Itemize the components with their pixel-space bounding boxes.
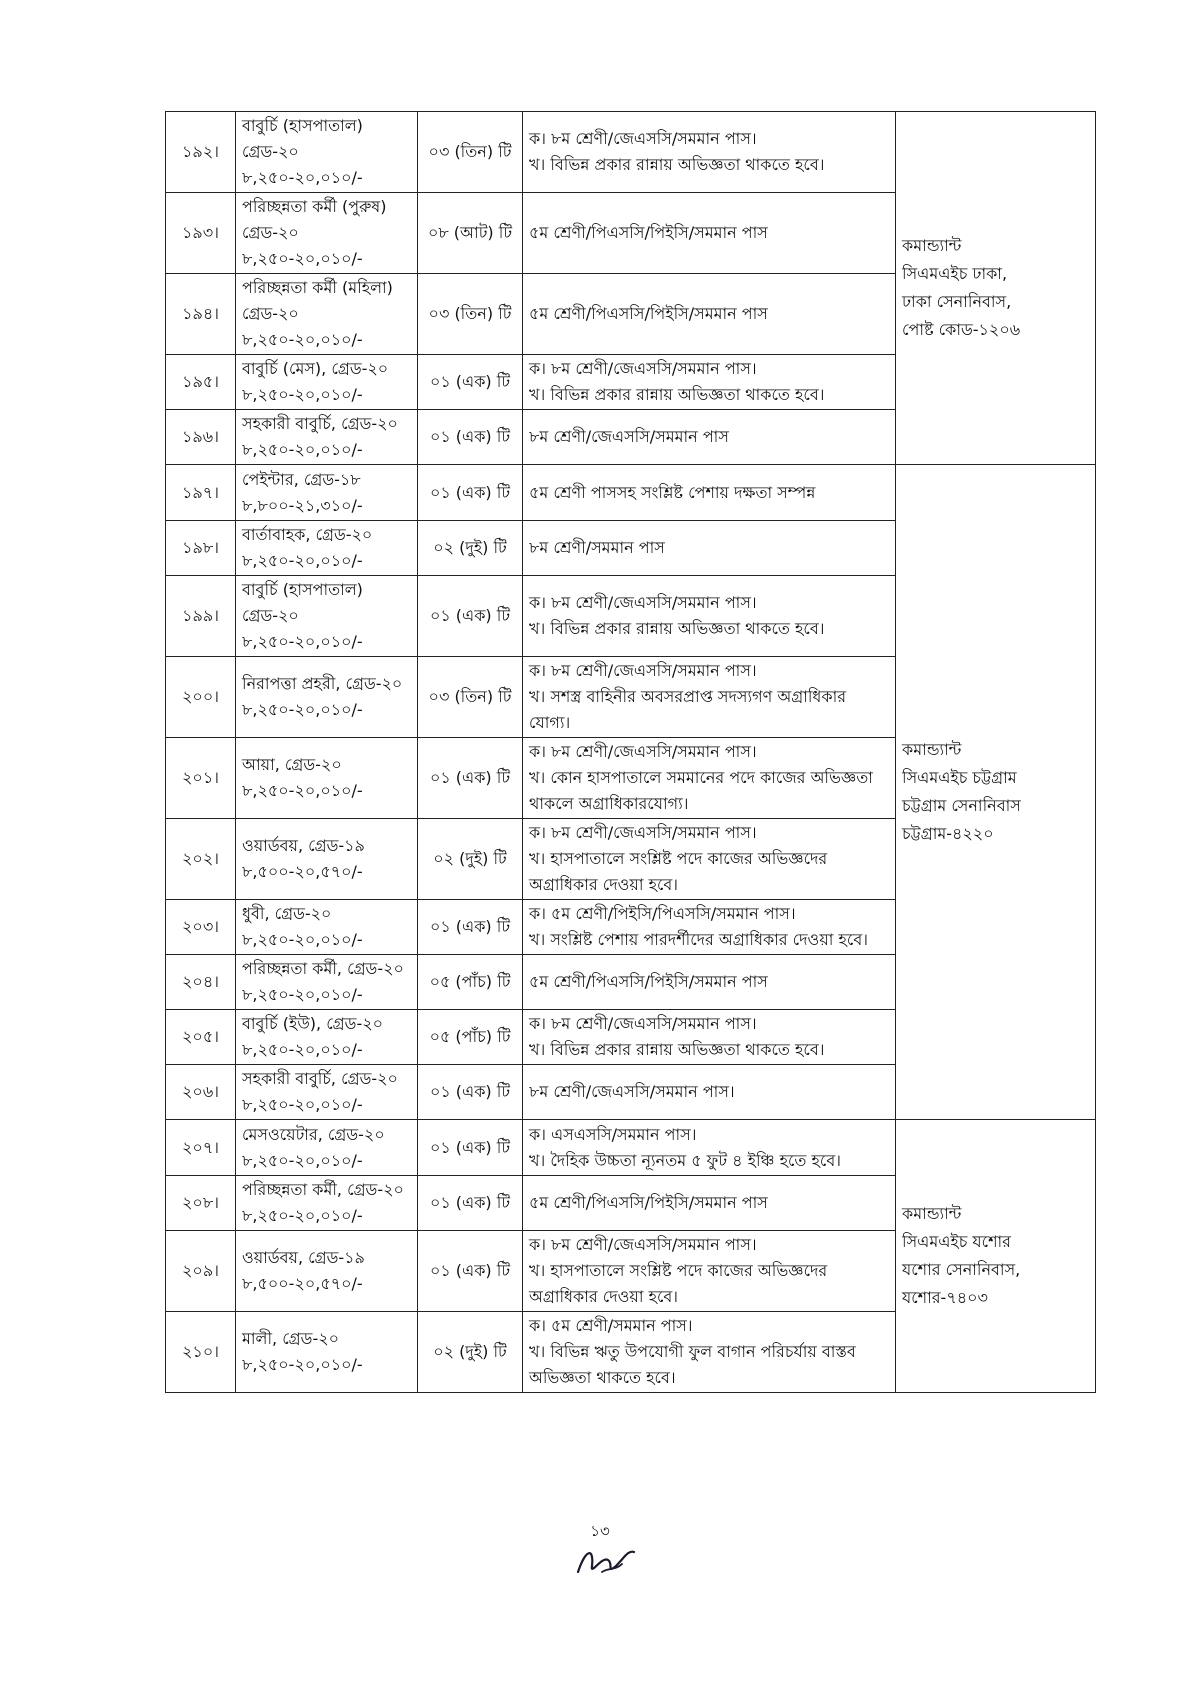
post-line: ৮,২৫০-২০,০১০/- bbox=[242, 249, 363, 268]
qualification-line: ৫ম শ্রেণী/পিএসসি/পিইসি/সমমান পাস bbox=[529, 1193, 768, 1212]
qualification-cell bbox=[523, 1312, 896, 1393]
qualification-line: ৫ম শ্রেণী/পিএসসি/পিইসি/সমমান পাস bbox=[529, 304, 768, 323]
post-count: ০১ (এক) টি bbox=[418, 738, 523, 819]
post-line: ৮,৫০০-২০,৫৭০/- bbox=[242, 862, 363, 881]
qualification-line: ক। ৫ম শ্রেণী/সমমান পাস। bbox=[529, 1316, 693, 1335]
qualification-line: খ। বিভিন্ন প্রকার রান্নায় অভিজ্ঞতা থাকতে হবে। bbox=[529, 1040, 825, 1059]
qualification-cell bbox=[523, 819, 896, 900]
post-count: ০১ (এক) টি bbox=[418, 355, 523, 410]
qualification-cell bbox=[523, 900, 896, 955]
post-line: পরিচ্ছন্নতা কর্মী (পুরুষ) bbox=[242, 197, 387, 216]
post-line: গ্রেড-২০ bbox=[242, 223, 299, 242]
table-row bbox=[166, 465, 1096, 521]
post-line: মেসওয়েটার, গ্রেড-২০ bbox=[242, 1124, 385, 1144]
post-count: ০৮ (আট) টি bbox=[418, 193, 523, 274]
qualification-line: ক। ৮ম শ্রেণী/জেএসসি/সমমান পাস। bbox=[529, 823, 757, 842]
qualification-line: খ। বিভিন্ন প্রকার রান্নায় অভিজ্ঞতা থাকতে হবে। bbox=[529, 619, 825, 638]
office-address-line: কমান্ড্যান্ট bbox=[902, 1204, 962, 1223]
office-address-line: কমান্ড্যান্ট bbox=[902, 236, 962, 255]
qualification-line: খ। বিভিন্ন প্রকার রান্নায় অভিজ্ঞতা থাকতে হবে। bbox=[529, 155, 825, 174]
qualification-line: ৫ম শ্রেণী পাসসহ সংশ্লিষ্ট পেশায় দক্ষতা সম্পন্ন bbox=[529, 482, 816, 502]
post-line: নিরাপত্তা প্রহরী, গ্রেড-২০ bbox=[242, 674, 403, 693]
qualification-cell bbox=[523, 1010, 896, 1065]
qualification-cell bbox=[523, 112, 896, 193]
serial-number: ২১০। bbox=[166, 1312, 236, 1393]
qualification-line: ক। ৮ম শ্রেণী/জেএসসি/সমমান পাস। bbox=[529, 1014, 757, 1033]
post-line: পরিচ্ছন্নতা কর্মী (মহিলা) bbox=[242, 278, 393, 297]
qualification-line: খ। কোন হাসপাতালে সমমানের পদে কাজের অভিজ্ঞতা থাকলে অগ্রাধিকারযোগ্য। bbox=[529, 768, 873, 813]
office-address-cell bbox=[896, 1120, 1096, 1393]
serial-number: ১৯২। bbox=[166, 112, 236, 193]
post-line: ধুবী, গ্রেড-২০ bbox=[242, 904, 332, 923]
qualification-cell bbox=[523, 355, 896, 410]
qualification-line: খ। সশস্ত্র বাহিনীর অবসরপ্রাপ্ত সদস্যগণ অগ্রাধিকার যোগ্য। bbox=[529, 687, 847, 732]
serial-number: ২০৪। bbox=[166, 955, 236, 1010]
qualification-cell bbox=[523, 1065, 896, 1120]
post-line: বাবুর্চি (মেস), গ্রেড-২০ bbox=[242, 359, 389, 378]
post-count: ০১ (এক) টি bbox=[418, 465, 523, 521]
serial-number: ১৯৭। bbox=[166, 465, 236, 521]
post-name-cell bbox=[236, 193, 418, 274]
post-name-cell bbox=[236, 1231, 418, 1312]
post-line: পরিচ্ছন্নতা কর্মী, গ্রেড-২০ bbox=[242, 1180, 404, 1199]
serial-number: ২০১। bbox=[166, 738, 236, 819]
office-address-line: যশোর সেনানিবাস, bbox=[902, 1260, 1021, 1279]
office-address-line: সিএমএইচ চট্টগ্রাম bbox=[902, 768, 1017, 787]
post-line: ওয়ার্ডবয়, গ্রেড-১৯ bbox=[242, 836, 365, 855]
post-line: ৮,২৫০-২০,০১০/- bbox=[242, 632, 363, 651]
serial-number: ২০৬। bbox=[166, 1065, 236, 1120]
post-name-cell bbox=[236, 465, 418, 521]
post-line: ৮,২৫০-২০,০১০/- bbox=[242, 330, 363, 349]
post-count: ০২ (দুই) টি bbox=[418, 819, 523, 900]
post-count: ০১ (এক) টি bbox=[418, 1065, 523, 1120]
serial-number: ২০৯। bbox=[166, 1231, 236, 1312]
post-name-cell bbox=[236, 819, 418, 900]
qualification-cell bbox=[523, 738, 896, 819]
qualification-cell bbox=[523, 193, 896, 274]
post-name-cell bbox=[236, 521, 418, 576]
office-address-cell bbox=[896, 112, 1096, 465]
post-count: ০২ (দুই) টি bbox=[418, 1312, 523, 1393]
qualification-cell bbox=[523, 657, 896, 738]
qualification-line: ৫ম শ্রেণী/পিএসসি/পিইসি/সমমান পাস bbox=[529, 972, 768, 991]
serial-number: ১৯৩। bbox=[166, 193, 236, 274]
serial-number: ২০২। bbox=[166, 819, 236, 900]
qualification-line: খ। বিভিন্ন প্রকার রান্নায় অভিজ্ঞতা থাকতে হবে। bbox=[529, 385, 825, 404]
qualification-line: খ। হাসপাতালে সংশ্লিষ্ট পদে কাজের অভিজ্ঞদের অগ্রাধিকার দেওয়া হবে। bbox=[529, 849, 828, 894]
post-name-cell bbox=[236, 1312, 418, 1393]
qualification-cell bbox=[523, 1120, 896, 1176]
table-row bbox=[166, 112, 1096, 193]
office-address-line: চট্টগ্রাম-৪২২০ bbox=[902, 824, 994, 843]
post-line: গ্রেড-২০ bbox=[242, 142, 299, 161]
qualification-line: ক। ৮ম শ্রেণী/জেএসসি/সমমান পাস। bbox=[529, 661, 757, 680]
qualification-line: ক। ৮ম শ্রেণী/জেএসসি/সমমান পাস। bbox=[529, 129, 757, 148]
office-address-line: যশোর-৭৪০৩ bbox=[902, 1288, 988, 1307]
post-line: ৮,৫০০-২০,৫৭০/- bbox=[242, 1274, 363, 1293]
post-count: ০৫ (পাঁচ) টি bbox=[418, 955, 523, 1010]
post-count: ০৫ (পাঁচ) টি bbox=[418, 1010, 523, 1065]
post-line: আয়া, গ্রেড-২০ bbox=[242, 755, 342, 774]
post-count: ০১ (এক) টি bbox=[418, 900, 523, 955]
post-name-cell bbox=[236, 112, 418, 193]
qualification-line: ক। ৮ম শ্রেণী/জেএসসি/সমমান পাস। bbox=[529, 359, 757, 378]
qualification-cell bbox=[523, 576, 896, 657]
serial-number: ১৯৯। bbox=[166, 576, 236, 657]
office-address-line: সিএমএইচ ঢাকা, bbox=[902, 264, 1008, 283]
serial-number: ১৯৫। bbox=[166, 355, 236, 410]
post-line: পরিচ্ছন্নতা কর্মী, গ্রেড-২০ bbox=[242, 959, 404, 978]
qualification-line: ক। এসএসসি/সমমান পাস। bbox=[529, 1124, 697, 1144]
post-count: ০২ (দুই) টি bbox=[418, 521, 523, 576]
serial-number: ১৯৪। bbox=[166, 274, 236, 355]
qualification-cell bbox=[523, 410, 896, 465]
qualification-cell bbox=[523, 521, 896, 576]
post-line: ৮,২৫০-২০,০১০/- bbox=[242, 700, 363, 719]
qualification-line: ৮ম শ্রেণী/জেএসসি/সমমান পাস। bbox=[529, 1082, 735, 1101]
post-line: ৮,২৫০-২০,০১০/- bbox=[242, 1040, 363, 1059]
post-name-cell bbox=[236, 657, 418, 738]
serial-number: ১৯৬। bbox=[166, 410, 236, 465]
serial-number: ২০৩। bbox=[166, 900, 236, 955]
qualification-line: খ। বিভিন্ন ঋতু উপযোগী ফুল বাগান পরিচর্যায় বাস্তব অভিজ্ঞতা থাকতে হবে। bbox=[529, 1342, 856, 1387]
post-name-cell bbox=[236, 410, 418, 465]
post-name-cell bbox=[236, 955, 418, 1010]
table-row bbox=[166, 1120, 1096, 1176]
serial-number: ২০৮। bbox=[166, 1176, 236, 1231]
post-name-cell bbox=[236, 1065, 418, 1120]
qualification-line: ক। ৮ম শ্রেণী/জেএসসি/সমমান পাস। bbox=[529, 742, 757, 761]
post-line: মালী, গ্রেড-২০ bbox=[242, 1329, 340, 1348]
qualification-cell bbox=[523, 1231, 896, 1312]
serial-number: ২০০। bbox=[166, 657, 236, 738]
post-count: ০৩ (তিন) টি bbox=[418, 274, 523, 355]
post-line: ৮,২৫০-২০,০১০/- bbox=[242, 551, 363, 570]
qualification-line: ৫ম শ্রেণী/পিএসসি/পিইসি/সমমান পাস bbox=[529, 223, 768, 242]
post-count: ০৩ (তিন) টি bbox=[418, 112, 523, 193]
post-line: ৮,২৫০-২০,০১০/- bbox=[242, 930, 363, 949]
post-name-cell bbox=[236, 576, 418, 657]
qualification-line: ৮ম শ্রেণী/সমমান পাস bbox=[529, 538, 665, 557]
post-line: ৮,২৫০-২০,০১০/- bbox=[242, 781, 363, 800]
post-count: ০১ (এক) টি bbox=[418, 1120, 523, 1176]
qualification-line: খ। হাসপাতালে সংশ্লিষ্ট পদে কাজের অভিজ্ঞদের অগ্রাধিকার দেওয়া হবে। bbox=[529, 1261, 828, 1306]
qualification-line: খ। সংশ্লিষ্ট পেশায় পারদর্শীদের অগ্রাধিকার দেওয়া হবে। bbox=[529, 930, 868, 949]
post-line: ৮,২৫০-২০,০১০/- bbox=[242, 1355, 363, 1374]
post-count: ০১ (এক) টি bbox=[418, 1176, 523, 1231]
post-name-cell bbox=[236, 1176, 418, 1231]
post-line: বাবুর্চি (হাসপাতাল) bbox=[242, 580, 363, 599]
post-name-cell bbox=[236, 1010, 418, 1065]
qualification-cell bbox=[523, 1176, 896, 1231]
qualification-line: ৮ম শ্রেণী/জেএসসি/সমমান পাস bbox=[529, 427, 729, 446]
office-address-line: চট্টগ্রাম সেনানিবাস bbox=[902, 796, 1021, 815]
serial-number: ২০৭। bbox=[166, 1120, 236, 1176]
post-line: গ্রেড-২০ bbox=[242, 606, 299, 625]
office-address-line: ঢাকা সেনানিবাস, bbox=[902, 292, 1012, 311]
page-number: ১৩ bbox=[590, 1522, 610, 1540]
post-line: সহকারী বাবুর্চি, গ্রেড-২০ bbox=[242, 414, 398, 433]
post-line: বার্তাবাহক, গ্রেড-২০ bbox=[242, 525, 373, 544]
post-line: ৮,২৫০-২০,০১০/- bbox=[242, 1206, 363, 1225]
post-name-cell bbox=[236, 274, 418, 355]
serial-number: ১৯৮। bbox=[166, 521, 236, 576]
post-line: ৮,২৫০-২০,০১০/- bbox=[242, 440, 363, 459]
office-address-line: কমান্ড্যান্ট bbox=[902, 740, 962, 759]
post-name-cell bbox=[236, 738, 418, 819]
serial-number: ২০৫। bbox=[166, 1010, 236, 1065]
post-line: সহকারী বাবুর্চি, গ্রেড-২০ bbox=[242, 1069, 398, 1088]
qualification-line: ক। ৮ম শ্রেণী/জেএসসি/সমমান পাস। bbox=[529, 593, 757, 612]
post-name-cell bbox=[236, 900, 418, 955]
qualification-cell bbox=[523, 955, 896, 1010]
post-line: বাবুর্চি (হাসপাতাল) bbox=[242, 116, 363, 135]
post-line: বাবুর্চি (ইউ), গ্রেড-২০ bbox=[242, 1014, 384, 1033]
office-address-cell bbox=[896, 465, 1096, 1120]
qualification-cell bbox=[523, 274, 896, 355]
qualification-line: ক। ৫ম শ্রেণী/পিইসি/পিএসসি/সমমান পাস। bbox=[529, 904, 796, 923]
post-line: ৮,২৫০-২০,০১০/- bbox=[242, 168, 363, 187]
post-line: ৮,২৫০-২০,০১০/- bbox=[242, 385, 363, 404]
qualification-cell bbox=[523, 465, 896, 521]
qualification-line: ক। ৮ম শ্রেণী/জেএসসি/সমমান পাস। bbox=[529, 1235, 757, 1254]
post-line: ৮,৮০০-২১,৩১০/- bbox=[242, 495, 363, 515]
post-line: ৮,২৫০-২০,০১০/- bbox=[242, 1150, 363, 1170]
post-count: ০১ (এক) টি bbox=[418, 576, 523, 657]
signature-initial bbox=[572, 1542, 642, 1582]
post-line: পেইন্টার, গ্রেড-১৮ bbox=[242, 469, 361, 489]
post-line: ওয়ার্ডবয়, গ্রেড-১৯ bbox=[242, 1248, 365, 1267]
post-line: ৮,২৫০-২০,০১০/- bbox=[242, 1095, 363, 1114]
vacancy-table bbox=[165, 111, 1096, 1393]
qualification-line: খ। দৈহিক উচ্চতা ন্যূনতম ৫ ফুট ৪ ইঞ্চি হতে হবে। bbox=[529, 1150, 841, 1170]
post-name-cell bbox=[236, 1120, 418, 1176]
post-line: ৮,২৫০-২০,০১০/- bbox=[242, 985, 363, 1004]
post-count: ০৩ (তিন) টি bbox=[418, 657, 523, 738]
post-count: ০১ (এক) টি bbox=[418, 1231, 523, 1312]
office-address-line: পোষ্ট কোড-১২০৬ bbox=[902, 320, 1021, 339]
post-name-cell bbox=[236, 355, 418, 410]
post-line: গ্রেড-২০ bbox=[242, 304, 299, 323]
office-address-line: সিএমএইচ যশোর bbox=[902, 1232, 1011, 1251]
post-count: ০১ (এক) টি bbox=[418, 410, 523, 465]
